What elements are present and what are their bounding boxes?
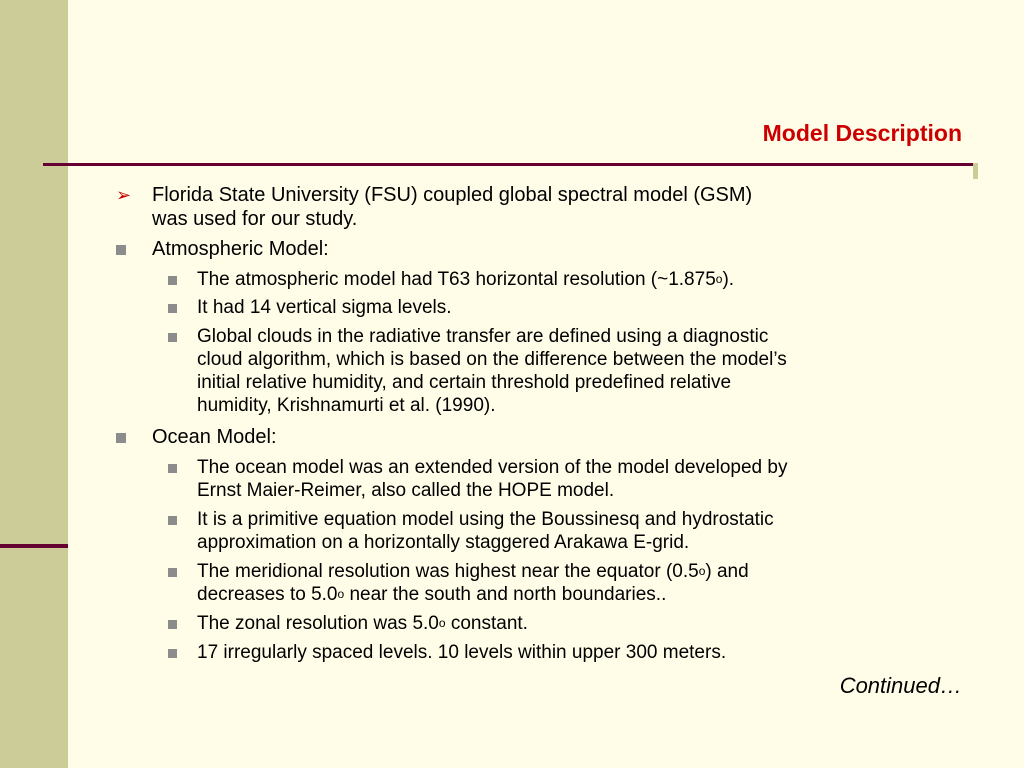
square-bullet-icon — [168, 568, 177, 577]
bullet-text: Ernst Maier-Reimer, also called the HOPE model. — [197, 480, 615, 501]
bullet-text: initial relative humidity, and certain threshold predefined relative — [197, 372, 732, 393]
bullet-text: humidity, Krishnamurti et al. (1990). — [197, 395, 496, 416]
continued-label: Continued… — [839, 673, 962, 698]
square-bullet-icon — [116, 245, 126, 255]
degree-superscript: o — [438, 616, 446, 630]
bullet-text: The meridional resolution was highest near the equator (0.5$^o$) and — [197, 561, 749, 582]
bullet-text: Global clouds in the radiative transfer are defined using a diagnostic — [197, 326, 769, 347]
degree-superscript: o — [337, 587, 345, 601]
square-bullet-icon — [116, 433, 126, 443]
arrow-bullet-icon: ➢ — [116, 185, 132, 205]
square-bullet-icon — [168, 304, 177, 313]
slide-title: Model Description — [762, 120, 962, 146]
bullet-text: decreases to 5.0$^o$ near the south and north boundaries.. — [197, 584, 667, 605]
bullet-text: Florida State University (FSU) coupled global spectral model (GSM) — [152, 184, 753, 206]
square-bullet-icon — [168, 620, 177, 629]
degree-superscript: o — [698, 564, 706, 578]
bullet-text: 17 irregularly spaced levels. 10 levels within upper 300 meters. — [197, 642, 727, 663]
bullet-text: The atmospheric model had T63 horizontal resolution (~1.875$^o$). — [197, 269, 735, 290]
bullet-text: The zonal resolution was 5.0$^o$ constant. — [197, 613, 528, 634]
bullet-text: cloud algorithm, which is based on the difference between the model’s — [197, 349, 787, 370]
square-bullet-icon — [168, 516, 177, 525]
bullet-text: It is a primitive equation model using the Boussinesq and hydrostatic — [197, 509, 774, 530]
bullet-text: Atmospheric Model: — [152, 238, 329, 260]
bullet-text: It had 14 vertical sigma levels. — [197, 297, 452, 318]
bullet-text: approximation on a horizontally staggered Arakawa E-grid. — [197, 532, 690, 553]
square-bullet-icon — [168, 333, 177, 342]
bullet-text: Ocean Model: — [152, 426, 277, 448]
degree-superscript: o — [715, 272, 723, 286]
square-bullet-icon — [168, 276, 177, 285]
bullet-text: was used for our study. — [152, 208, 358, 230]
square-bullet-icon — [168, 464, 177, 473]
bullet-text: The ocean model was an extended version of the model developed by — [197, 457, 788, 478]
square-bullet-icon — [168, 649, 177, 658]
